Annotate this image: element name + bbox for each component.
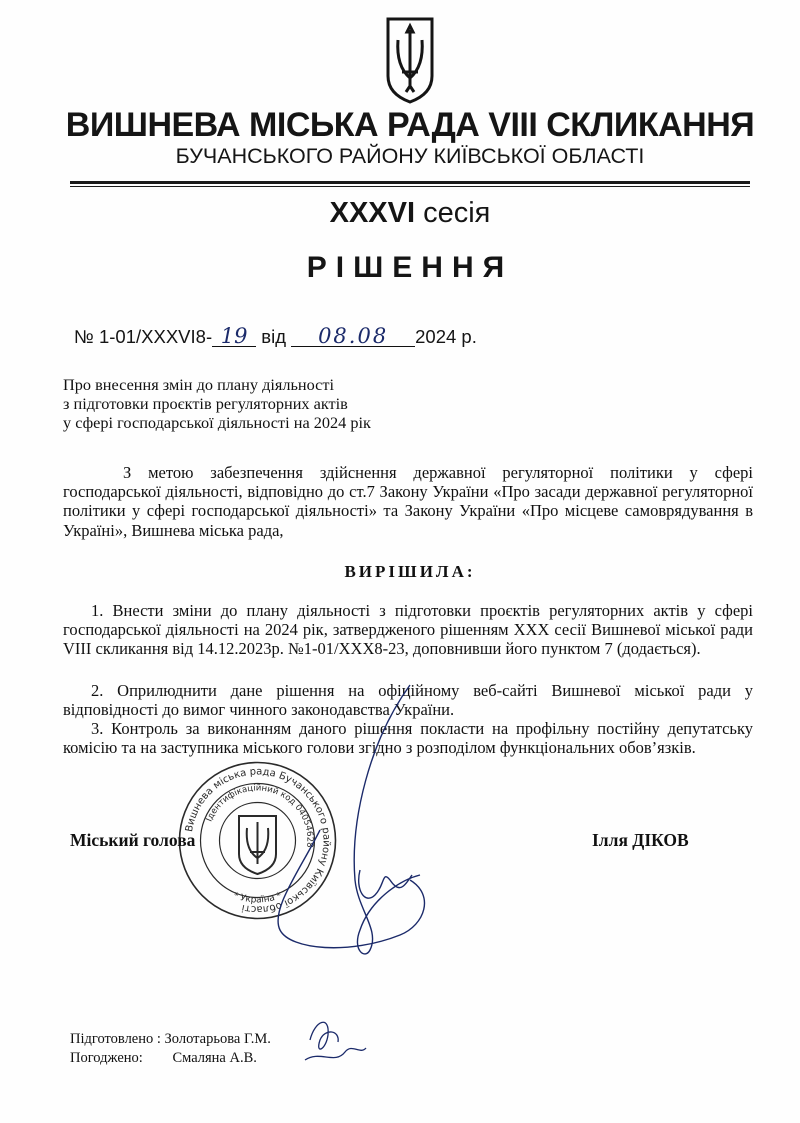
session-heading <box>40 197 780 230</box>
header-rule-thin <box>70 186 750 187</box>
subject-line: у сфері господарської діяльності на 2024 рік <box>63 413 371 432</box>
decision-number-handwritten: 19 <box>212 326 256 347</box>
decision-subject <box>63 375 371 432</box>
resolution-item-3: 3. Контроль за виконанням даного рішення покласти на профільну постійну депутатську комісію та на заступника міського голови згідно з розподілом функціональних обов’язків. <box>63 719 753 758</box>
signatory-title: Міський голова <box>70 830 196 850</box>
resolution-item-2: 2. Оприлюднити дане рішення на офіційному веб-сайті Вишневої міської ради у відповідності до вимог чинного законодавства України. <box>63 681 753 720</box>
decision-number-prefix: № 1-01/XXXVI8- <box>74 326 213 347</box>
decision-from-label: від <box>261 326 286 347</box>
subject-line: з підготовки проєктів регуляторних актів <box>63 394 348 413</box>
coat-of-arms-icon <box>385 16 435 104</box>
resolved-heading: ВИРІШИЛА: <box>344 562 476 581</box>
decision-year: 2024 р. <box>415 326 477 347</box>
decision-number-line <box>74 326 477 348</box>
prepared-row <box>70 1030 271 1049</box>
prepared-label: Підготовлено : <box>70 1031 161 1047</box>
header-rule-thick <box>70 181 750 184</box>
preamble-paragraph: З метою забезпечення здійснення державної регуляторної політики у сфері господарської діяльності, відповідно до ст.7 Закону України «Про засади державної регуляторної політики у сфері господарської діяльності» та Закону України «Про місцеве самоврядування в Україні», Вишнева міська рада, <box>63 463 753 540</box>
signatory-name: Ілля ДІКОВ <box>592 830 689 850</box>
stamp-inner-text: Ідентифікаційний код 04054628 <box>204 783 315 849</box>
council-title: ВИШНЕВА МІСЬКА РАДА VIII СКЛИКАННЯ <box>65 106 755 144</box>
session-word: сесія <box>423 197 491 229</box>
session-number: XXXVI <box>329 197 416 229</box>
agreed-name: Смаляна А.В. <box>172 1050 257 1066</box>
stamp-ring-text: Вишнева міська рада Бучанського району Київської області <box>184 766 332 915</box>
agreed-row <box>70 1049 271 1068</box>
document-type-heading: РІШЕННЯ <box>306 251 514 284</box>
stamp-bottom-text: * Україна * <box>231 890 284 906</box>
agreed-label: Погоджено: <box>70 1050 143 1066</box>
prepared-name: Золотарьова Г.М. <box>164 1031 271 1047</box>
resolution-item-1: 1. Внести зміни до плану діяльності з підготовки проєктів регуляторних актів у сфері господарської діяльності на 2024 рік, затвердженого рішенням ХХХ сесії Вишневої міської ради VIII скликання від 14.12.2023р. №1-01/ХХХ8-23, доповнивши його пунктом 7 (додається). <box>63 601 753 659</box>
approval-initials <box>300 1010 370 1070</box>
preparation-block <box>70 1030 271 1068</box>
district-subtitle: БУЧАНСЬКОГО РАЙОНУ КИЇВСЬКОЇ ОБЛАСТІ <box>175 144 645 168</box>
decision-date-handwritten: 08.08 <box>291 326 415 347</box>
mayor-signature <box>260 680 460 970</box>
subject-line: Про внесення змін до плану діяльності <box>63 375 335 394</box>
